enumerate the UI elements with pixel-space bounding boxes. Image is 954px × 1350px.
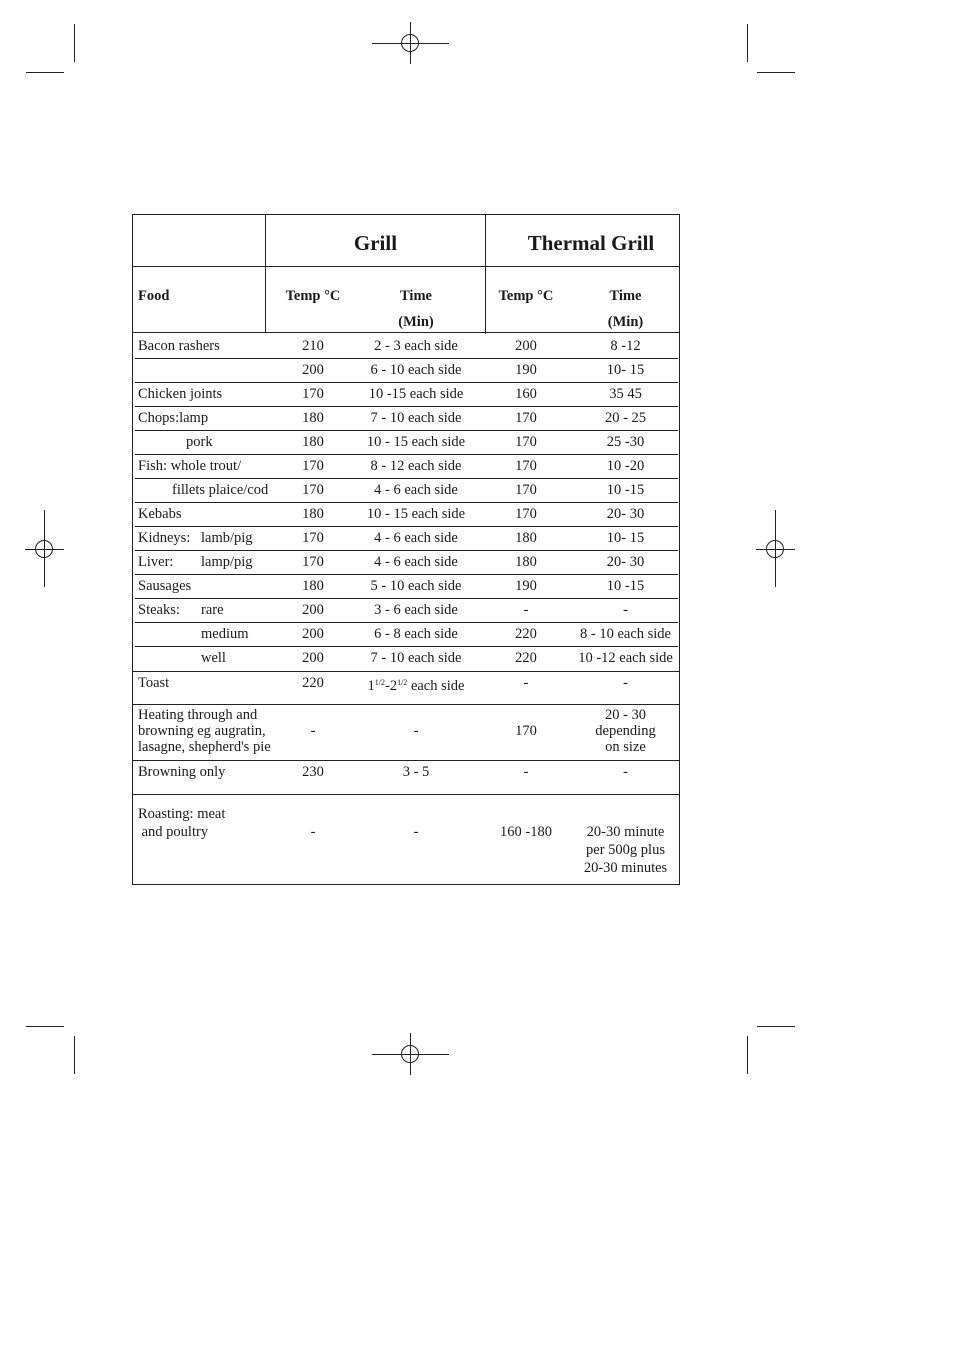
- thermal-time-cell: 10- 15: [606, 530, 645, 546]
- grill-time-cell: 10 -15 each side: [368, 386, 464, 402]
- thermal-time-cell-line: per 500g plus: [586, 842, 665, 858]
- grill-temp-cell: -: [310, 723, 316, 739]
- thermal-temp-cell: -: [523, 675, 529, 691]
- grill-time-cell: 3 - 5: [402, 764, 430, 780]
- grill-temp-cell: 200: [302, 650, 324, 666]
- food-cell-line: browning eg augratin,: [138, 723, 266, 739]
- thermal-time-cell: -: [623, 675, 628, 691]
- food-cell: Kebabs: [138, 506, 182, 522]
- grill-temp-cell: 200: [302, 362, 324, 378]
- grill-temp-cell: 180: [302, 506, 324, 522]
- grill-temp-cell: 170: [302, 482, 324, 498]
- grill-temp-cell: 180: [302, 410, 324, 426]
- thermal-temp-cell: 190: [515, 362, 537, 378]
- grill-temp-cell: 200: [302, 602, 324, 618]
- thermal-time-cell: 25 -30: [606, 434, 645, 450]
- thermal-time-cell: 10 -20: [606, 458, 645, 474]
- thermal-temp-cell: 170: [515, 410, 537, 426]
- food-cell-line: and poultry: [138, 824, 209, 840]
- grill-time-header: Time: [400, 288, 432, 304]
- grill-temp-cell: 210: [302, 338, 324, 354]
- thermal-time-cell: -: [623, 602, 628, 618]
- thermal-time-cell-line: 20-30 minutes: [583, 860, 668, 876]
- grill-title: Grill: [353, 231, 398, 255]
- grill-time-cell: 7 - 10 each side: [370, 410, 462, 426]
- row-rule: [135, 598, 678, 599]
- thermal-temp-cell: 190: [515, 578, 537, 594]
- thermal-temp-cell: 170: [515, 506, 537, 522]
- grill-time-cell: 3 - 6 each side: [374, 602, 458, 618]
- food-cell: Sausages: [138, 578, 192, 594]
- cooking-chart-table: [132, 214, 680, 885]
- thermal-temp-cell: 170: [515, 458, 537, 474]
- grill-temp-cell: 180: [302, 434, 324, 450]
- thermal-temp-cell: 170: [515, 434, 537, 450]
- thermal-time-cell: 35 45: [609, 386, 642, 402]
- grill-time-cell: 10 - 15 each side: [366, 506, 466, 522]
- row-rule: [133, 760, 679, 761]
- thermal-time-header: Time: [609, 288, 642, 304]
- food-cell: Fish: whole trout/: [138, 458, 242, 474]
- grill-temp-cell: 220: [302, 675, 324, 691]
- fraction-half: 1/2: [397, 678, 408, 687]
- thermal-time-cell: 10- 15: [606, 362, 645, 378]
- food-subtype-cell: medium: [201, 626, 249, 642]
- row-rule: [133, 794, 679, 795]
- thermal-time-cell-line: on size: [605, 739, 646, 755]
- crop-mark: [747, 24, 748, 62]
- time-part: -2: [384, 678, 398, 694]
- grill-time-cell: 7 - 10 each side: [370, 650, 462, 666]
- food-cell: pork: [186, 434, 213, 450]
- grill-temp-cell: 170: [302, 386, 324, 402]
- header-rule: [133, 332, 679, 333]
- thermal-temp-cell: -: [523, 602, 529, 618]
- grill-time-cell: 5 - 10 each side: [370, 578, 462, 594]
- grill-time-cell: 2 - 3 each side: [374, 338, 458, 354]
- thermal-time-cell: 20- 30: [606, 506, 645, 522]
- row-rule: [133, 671, 679, 672]
- crop-mark: [757, 72, 795, 73]
- row-rule: [135, 574, 678, 575]
- food-subtype-cell: well: [201, 650, 226, 666]
- thermal-temp-cell: 170: [515, 482, 537, 498]
- row-rule: [133, 704, 679, 705]
- thermal-temp-cell: -: [523, 764, 529, 780]
- food-cell: Chops:lamp: [138, 410, 209, 426]
- food-cell: fillets plaice/cod: [172, 482, 269, 498]
- thermal-time-cell: 20- 30: [606, 554, 645, 570]
- grill-temp-cell: 230: [302, 764, 324, 780]
- row-rule: [135, 526, 678, 527]
- food-cell: Steaks:: [138, 602, 180, 618]
- thermal-temp-cell: 160: [515, 386, 537, 402]
- crop-mark: [26, 1026, 64, 1027]
- thermal-time-cell: 10 -15: [606, 482, 645, 498]
- grill-time-cell: -: [413, 824, 419, 840]
- grill-time-cell: 10 - 15 each side: [366, 434, 466, 450]
- food-cell-line: Roasting: meat: [138, 806, 226, 822]
- food-subtype-cell: rare: [201, 602, 224, 618]
- thermal-time-cell: 8 - 10 each side: [580, 626, 671, 642]
- grill-time-cell: 4 - 6 each side: [374, 482, 458, 498]
- row-rule: [135, 382, 678, 383]
- thermal-time-cell-line: 20-30 minute: [586, 824, 665, 840]
- thermal-time-cell: 10 -12 each side: [578, 650, 673, 666]
- crop-mark: [757, 1026, 795, 1027]
- row-rule: [135, 454, 678, 455]
- thermal-grill-title: Thermal Grill: [527, 231, 655, 255]
- grill-time-cell: 8 - 12 each side: [370, 458, 462, 474]
- food-cell: Liver:: [138, 554, 174, 570]
- food-cell-line: lasagne, shepherd's pie: [138, 739, 271, 755]
- thermal-temp-cell: 220: [515, 650, 537, 666]
- food-cell: Chicken joints: [138, 386, 223, 402]
- time-part: 1: [367, 678, 375, 694]
- grill-temp-header: Temp °C: [285, 288, 341, 304]
- thermal-time-cell: 20 - 25: [604, 410, 647, 426]
- row-rule: [135, 550, 678, 551]
- crop-mark: [74, 24, 75, 62]
- grill-temp-cell: 170: [302, 554, 324, 570]
- thermal-time-cell-line: 20 - 30: [604, 707, 647, 723]
- thermal-temp-cell: 200: [515, 338, 537, 354]
- grill-time-cell: -: [413, 723, 419, 739]
- grill-time-cell: 6 - 10 each side: [370, 362, 462, 378]
- grill-temp-cell: 170: [302, 530, 324, 546]
- fraction-half: 1/2: [374, 678, 385, 687]
- row-rule: [135, 358, 678, 359]
- grill-time-unit: (Min): [398, 314, 434, 330]
- row-rule: [135, 406, 678, 407]
- thermal-time-cell-line: depending: [595, 723, 656, 739]
- food-cell: Kidneys:: [138, 530, 191, 546]
- grill-temp-cell: -: [310, 824, 316, 840]
- header-rule: [133, 266, 679, 267]
- thermal-time-cell: 10 -15: [606, 578, 645, 594]
- thermal-temp-cell: 160 -180: [500, 824, 552, 840]
- food-cell: Bacon rashers: [138, 338, 220, 354]
- food-cell: Toast: [138, 675, 170, 691]
- time-part: each side: [410, 678, 465, 694]
- crop-mark: [74, 1036, 75, 1074]
- food-subtype-cell: lamp/pig: [201, 554, 253, 570]
- thermal-temp-cell: 180: [515, 554, 537, 570]
- row-rule: [135, 622, 678, 623]
- thermal-temp-cell: 180: [515, 530, 537, 546]
- grill-time-cell: 6 - 8 each side: [374, 626, 458, 642]
- grill-temp-cell: 200: [302, 626, 324, 642]
- food-subtype-cell: lamb/pig: [201, 530, 253, 546]
- grill-temp-cell: 170: [302, 458, 324, 474]
- food-cell-line: Heating through and: [138, 707, 258, 723]
- thermal-temp-cell: 220: [515, 626, 537, 642]
- food-column-header: Food: [138, 288, 170, 304]
- row-rule: [135, 502, 678, 503]
- grill-temp-cell: 180: [302, 578, 324, 594]
- row-rule: [135, 646, 678, 647]
- food-cell: Browning only: [138, 764, 226, 780]
- grill-time-cell: 4 - 6 each side: [374, 554, 458, 570]
- grill-time-cell: [361, 674, 471, 695]
- grill-time-cell: 4 - 6 each side: [374, 530, 458, 546]
- row-rule: [135, 430, 678, 431]
- crop-mark: [26, 72, 64, 73]
- thermal-time-unit: (Min): [607, 314, 644, 330]
- crop-mark: [747, 1036, 748, 1074]
- thermal-time-cell: -: [623, 764, 628, 780]
- thermal-time-cell: 8 -12: [610, 338, 641, 354]
- thermal-temp-header: Temp °C: [498, 288, 554, 304]
- thermal-temp-cell: 170: [515, 723, 537, 739]
- row-rule: [135, 478, 678, 479]
